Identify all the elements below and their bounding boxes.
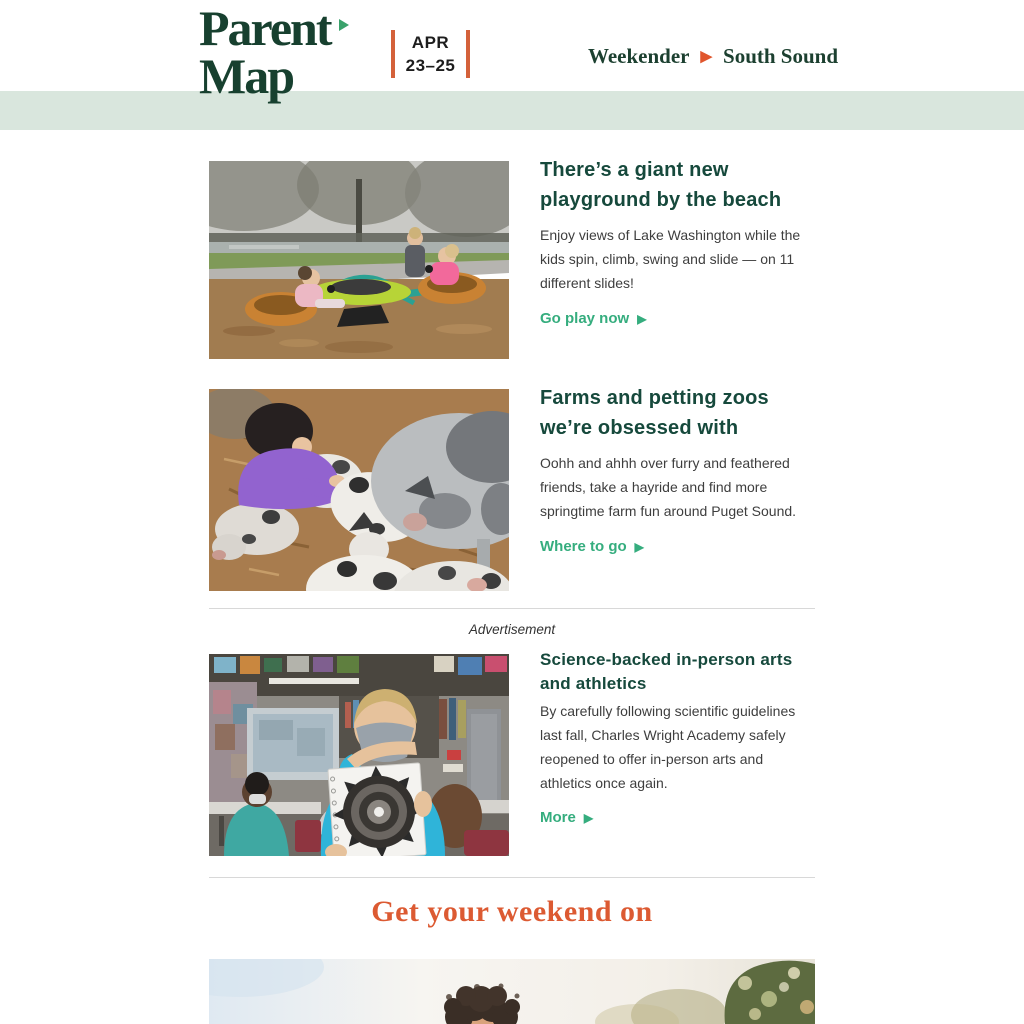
article-body: Oohh and ahhh over furry and feathered friends, take a hayride and find more springtime farm fun around Puget Sound. — [540, 455, 797, 519]
article-row-playground — [209, 161, 815, 359]
newsletter-header — [0, 0, 1024, 130]
ad-cta-link[interactable] — [540, 809, 813, 826]
date-text — [395, 30, 466, 78]
article-text-farms — [540, 383, 815, 591]
article-cta-link[interactable] — [540, 310, 813, 327]
parentmap-logo[interactable] — [199, 0, 331, 104]
weekend-section-heading: Get your weekend on — [371, 895, 653, 928]
article-title[interactable]: There’s a giant new playground by the beach — [540, 159, 782, 211]
date-month: APR — [411, 33, 450, 52]
kid-outdoors-illustration — [209, 959, 815, 1024]
logo-line-map: Map — [199, 48, 293, 104]
petting-zoo-pigs-photo[interactable] — [209, 389, 509, 591]
article-text-playground — [540, 155, 815, 359]
section-divider — [209, 877, 815, 878]
header-green-band — [0, 91, 1024, 130]
advertisement-label: Advertisement — [468, 622, 556, 637]
section-divider — [209, 608, 815, 609]
newsletter-body — [209, 161, 815, 1024]
edition-region: South Sound — [723, 44, 839, 68]
ad-body: By carefully following scientific guidelines last fall, Charles Wright Academy safely reopened to offer in-person arts and athletics once again. — [540, 703, 796, 791]
article-row-advertisement — [209, 650, 815, 856]
playground-photo-illustration — [209, 161, 509, 359]
cta-label: Go play now — [540, 310, 630, 327]
article-body: Enjoy views of Lake Washington while the kids spin, climb, swing and slide — on 11 different slides! — [540, 227, 801, 291]
article-text-advertisement — [540, 648, 815, 856]
playground-by-lake-photo[interactable] — [209, 161, 509, 359]
ad-title[interactable]: Science-backed in-person arts and athletics — [540, 650, 793, 693]
classroom-mask-art-photo[interactable] — [209, 654, 509, 856]
edition-arrow-icon: ▶ — [700, 49, 713, 65]
logo-leaf-icon — [339, 19, 349, 31]
cta-arrow-icon: ▶ — [637, 312, 647, 326]
article-cta-link[interactable] — [540, 538, 813, 555]
edition-title — [588, 44, 838, 69]
cta-label: More — [540, 809, 576, 826]
date-bar-right — [466, 30, 470, 78]
date-days: 23–25 — [405, 56, 456, 75]
edition-name: Weekender — [588, 44, 690, 68]
article-title[interactable]: Farms and petting zoos we’re obsessed with — [540, 387, 769, 439]
article-row-farms — [209, 389, 815, 591]
cta-arrow-icon: ▶ — [583, 811, 594, 825]
logo-line-parent: Parent — [199, 0, 331, 56]
kid-outdoors-photo[interactable] — [209, 959, 815, 1024]
cta-arrow-icon: ▶ — [634, 540, 644, 554]
classroom-photo-illustration — [209, 654, 509, 856]
date-badge — [391, 30, 470, 78]
pigs-photo-illustration — [209, 389, 509, 591]
cta-label: Where to go — [540, 538, 627, 555]
